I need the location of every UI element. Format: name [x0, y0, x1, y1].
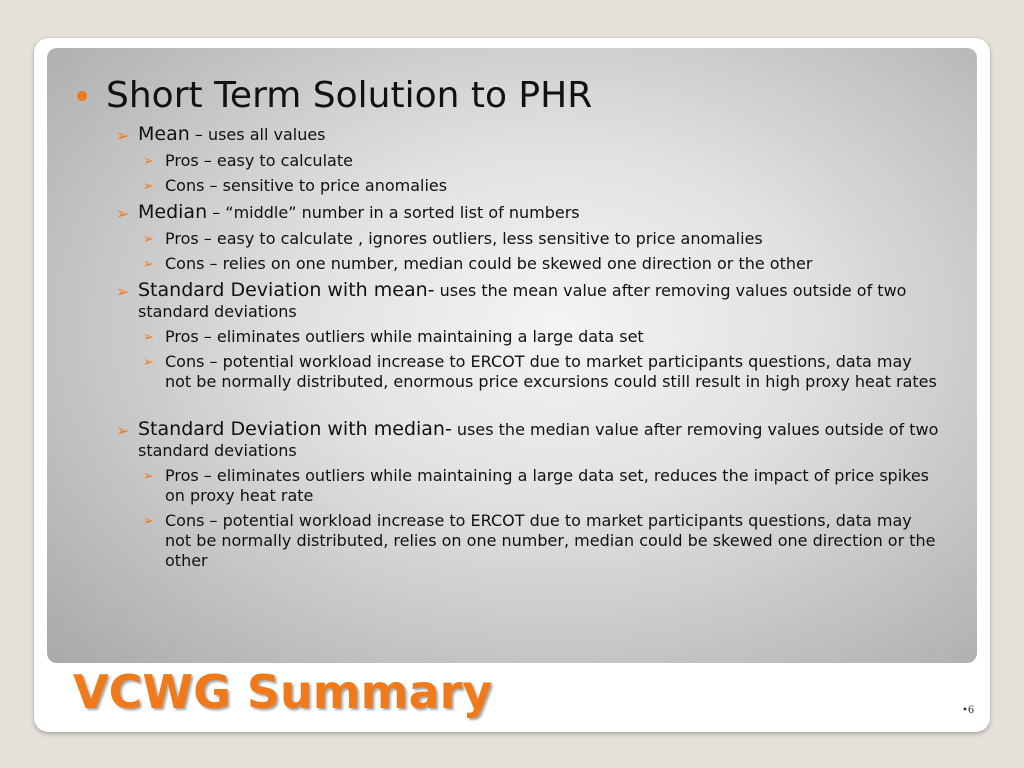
sub-item [143, 466, 943, 506]
section-detail: – “middle” number in a sorted list of numbers [207, 203, 580, 222]
page-number [962, 705, 974, 716]
sub-item-text: Pros – eliminates outliers while maintaining a large data set, reduces the impact of price spikes on proxy heat rate [165, 466, 930, 505]
arrow-bullet-icon: ➢ [143, 154, 154, 169]
section-stddev-median [116, 419, 964, 461]
arrow-bullet-icon: ➢ [116, 421, 130, 440]
section-label: Median [138, 201, 208, 223]
sub-item [143, 327, 943, 347]
sub-item-text: Pros – easy to calculate [165, 151, 353, 170]
sub-item [143, 511, 943, 571]
arrow-bullet-icon: ➢ [143, 179, 154, 194]
section-label: Mean [138, 123, 190, 145]
sub-item [143, 352, 943, 392]
sub-item-text: Pros – easy to calculate , ignores outliers, less sensitive to price anomalies [165, 229, 763, 248]
sub-item-text: Cons – relies on one number, median could be skewed one direction or the other [165, 254, 813, 273]
heading-text: Short Term Solution to PHR [106, 75, 593, 116]
arrow-bullet-icon: ➢ [143, 355, 154, 370]
section-detail: – uses all values [189, 125, 326, 144]
content-panel [47, 48, 977, 663]
sub-item [143, 176, 943, 196]
section-label: Standard Deviation with median- [138, 418, 452, 440]
sub-item [143, 151, 943, 171]
sub-item-text: Cons – potential workload increase to ERCOT due to market participants questions, data may not be normally distributed, relies on one number, median could be skewed one direction or the other [165, 511, 936, 570]
section-detail: uses the mean value after removing values outside of two standard deviations [138, 281, 907, 321]
page-number-value: 6 [967, 705, 975, 716]
section-median [116, 202, 964, 223]
sub-item-text: Cons – potential workload increase to ERCOT due to market participants questions, data may not be normally distributed, enormous price excursions could still result in high proxy heat rates [165, 352, 937, 391]
arrow-bullet-icon: ➢ [143, 232, 154, 247]
page-number-prefix: • [962, 705, 968, 716]
arrow-bullet-icon: ➢ [116, 126, 130, 145]
sub-item-text: Pros – eliminates outliers while maintaining a large data set [165, 327, 644, 346]
sub-item-text: Cons – sensitive to price anomalies [165, 176, 448, 195]
bullet-dot-icon [77, 91, 87, 101]
arrow-bullet-icon: ➢ [143, 469, 154, 484]
section-label: Standard Deviation with mean- [138, 279, 435, 301]
section-detail: uses the median value after removing values outside of two standard deviations [138, 420, 939, 460]
arrow-bullet-icon: ➢ [143, 330, 154, 345]
arrow-bullet-icon: ➢ [143, 514, 154, 529]
section-stddev-mean [116, 280, 964, 322]
slide-title: VCWG Summary [73, 665, 493, 719]
section-mean [116, 124, 964, 145]
sub-item [143, 229, 943, 249]
arrow-bullet-icon: ➢ [143, 257, 154, 272]
arrow-bullet-icon: ➢ [116, 204, 130, 223]
arrow-bullet-icon: ➢ [116, 282, 130, 301]
sub-item [143, 254, 943, 274]
